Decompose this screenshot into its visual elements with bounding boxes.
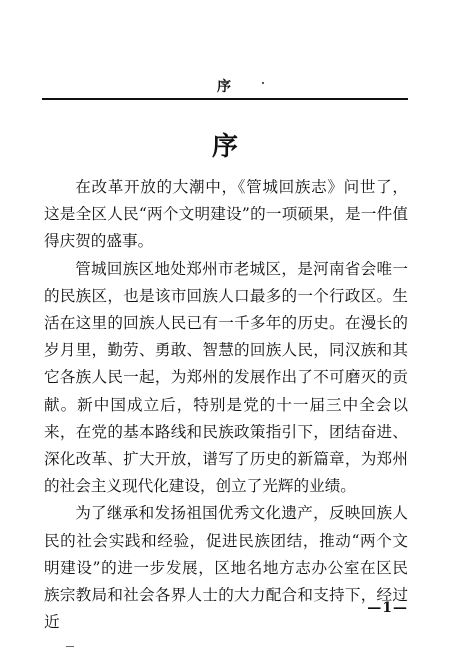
header-rule — [42, 98, 408, 100]
paragraph-3: 为了继承和发扬祖国优秀文化遗产，反映回族人民的社会实践和经验，促进民族团结，推动“两个文明建设”的进一步发展，区地名地方志办公室在区民族宗教局和社会各界人士的大力配合和支持下，经过近 — [44, 504, 408, 632]
running-header: 序 — [217, 79, 233, 95]
paragraph-2: 管城回族区地处郑州市老城区，是河南省会唯一的民族区，也是该市回族人口最多的一个行政区。生活在这里的回族人民已有一千多年的历史。在漫长的岁月里，勤劳、勇敢、智慧的回族人民，同汉族和其它各族人民一起，为郑州的发展作出了不可磨灭的贡献。新中国成立后，特别是党的十一届三中全会以来，在党的基本路线和民族政策指引下，团结奋进、深化改革、扩大开放，谱写了历史的新篇章，为郑州的社会主义现代化建设，创立了光辉的业绩。 — [44, 259, 408, 496]
bottom-mark — [66, 646, 74, 647]
page-number: —1— — [367, 600, 408, 616]
header-dot — [262, 82, 264, 84]
body-text — [44, 174, 408, 636]
page-title: 序 — [211, 132, 238, 162]
paragraph-1: 在改革开放的大潮中，《管城回族志》问世了，这是全区人民“两个文明建设”的一项硕果，是一件值得庆贺的盛事。 — [44, 178, 408, 251]
